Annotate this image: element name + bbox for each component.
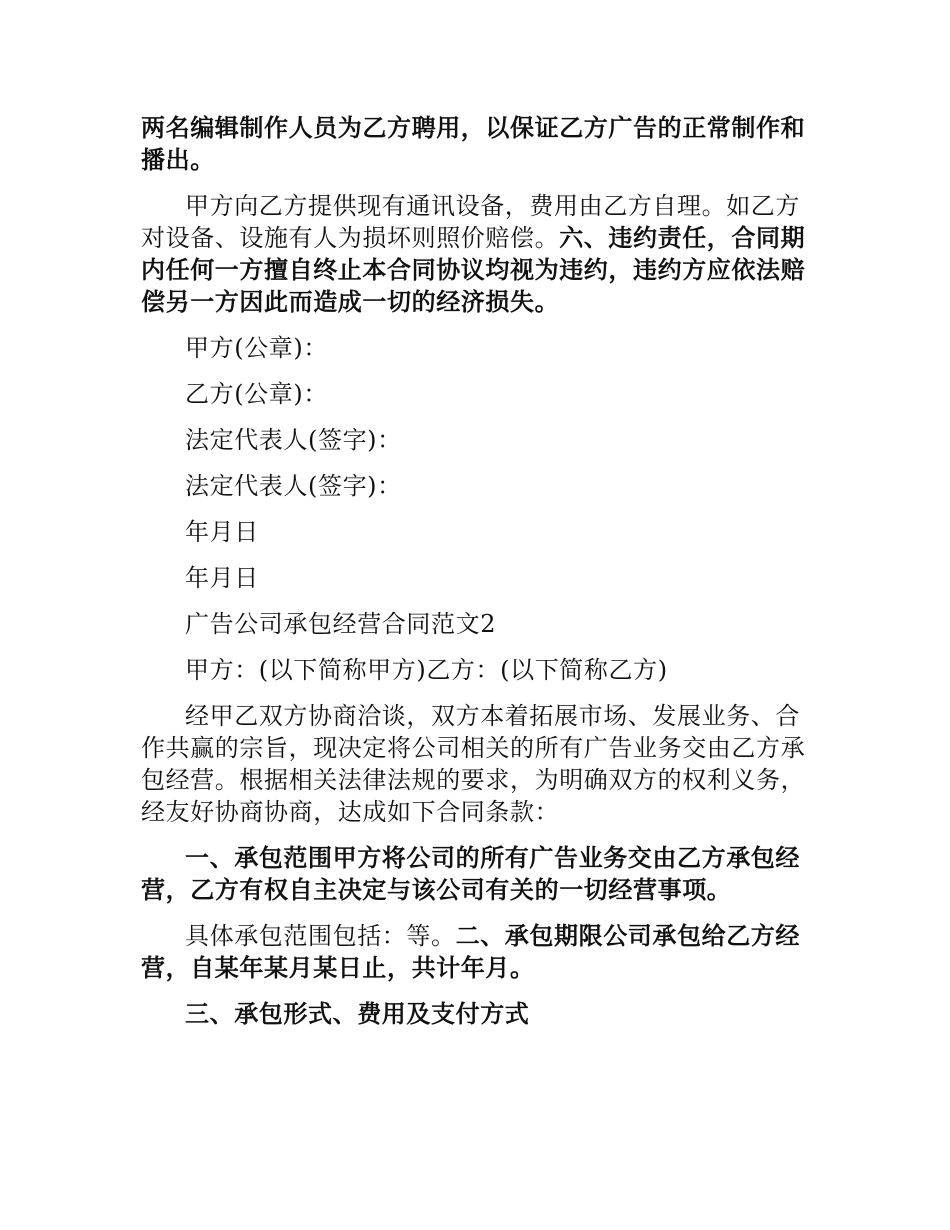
clause-scope: 一、承包范围甲方将公司的所有广告业务交由乙方承包经营，乙方有权自主决定与该公司有关的一切经营事项。 — [141, 843, 800, 904]
contract-title-2: 广告公司承包经营合同范文2 — [185, 610, 497, 638]
paragraph-staff — [141, 112, 813, 176]
paragraph-equipment — [141, 190, 813, 318]
paragraph-scope-detail — [141, 920, 813, 984]
paragraph-staff-text: 两名编辑制作人员为乙方聘用，以保证乙方广告的正常制作和播出。 — [141, 113, 806, 174]
contract-parties: 甲方：(以下简称甲方)乙方：(以下简称乙方) — [185, 656, 668, 684]
signature-party-a-seal: 甲方(公章)： — [185, 334, 328, 362]
paragraph-intro: 经甲乙双方协商洽谈，双方本着拓展市场、发展业务、合作共赢的宗旨，现决定将公司相关的所有广告业务交由乙方承包经营。根据相关法律法规的要求，为明确双方的权利义务，经友好协商协商，达成如下合同条款： — [141, 702, 806, 826]
date-party-a: 年月日 — [185, 518, 259, 546]
clause-breach-liability: 六、违约责任，合同期内任何一方擅自终止本合同协议均视为违约，违约方应依法赔偿另一方因此而造成一切的经济损失。 — [141, 223, 806, 316]
signature-party-b-seal: 乙方(公章)： — [185, 380, 328, 408]
paragraph-equipment-text: 甲方向乙方提供现有通讯设备，费用由乙方自理。如乙方对设备、设施有人为损坏则照价赔偿。 — [141, 192, 800, 252]
date-party-b: 年月日 — [185, 564, 259, 592]
clause-form-fees: 三、承包形式、费用及支付方式 — [185, 999, 530, 1028]
scope-detail-text: 具体承包范围包括：等。 — [185, 922, 456, 950]
document-page — [141, 112, 813, 1044]
signature-party-a-representative: 法定代表人(签字)： — [185, 426, 402, 454]
clause-term: 二、承包期限公司承包给乙方经营，自某年某月某日止，共计年月。 — [141, 921, 801, 982]
signature-party-b-representative: 法定代表人(签字)： — [185, 472, 402, 500]
